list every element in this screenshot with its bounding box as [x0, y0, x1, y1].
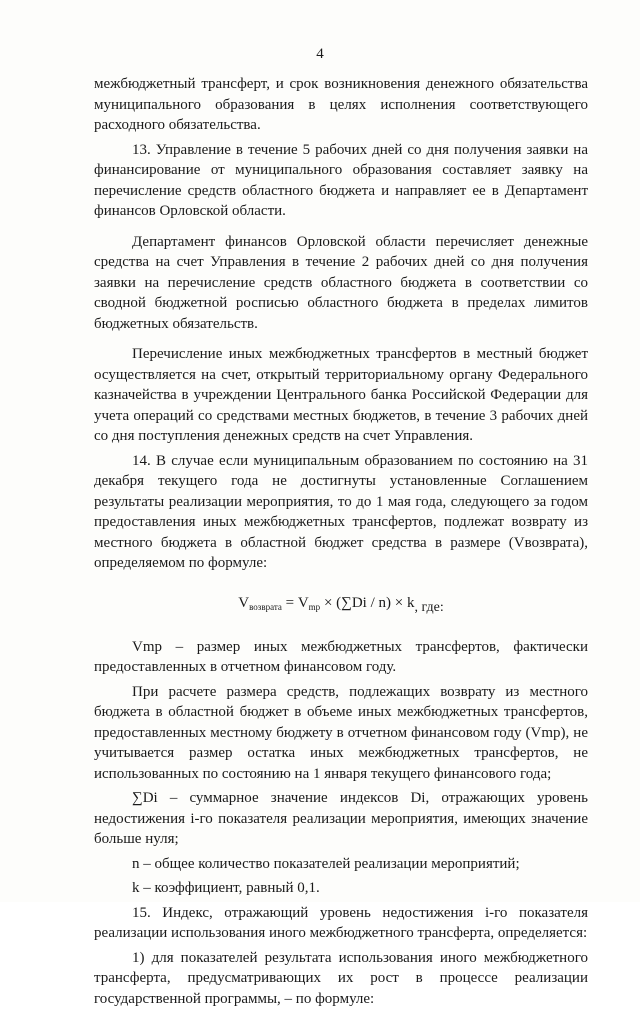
definition-n: n – общее количество показателей реализации мероприятий;: [132, 855, 520, 872]
formula-lhs: V: [238, 594, 250, 611]
definition-vmp: Vmp – размер иных межбюджетных трансфертов, фактически предоставленных в отчетном финансовом году.: [94, 638, 588, 675]
page-number: 4: [316, 46, 324, 62]
formula-body: × (∑Di / n) × k: [320, 594, 415, 611]
paragraph-transfer-department: Департамент финансов Орловской области перечисляет денежные средства на счет Управления в течение 2 рабочих дней со дня получения заявки на перечисление средств областного бюджета в соответствии со сводной бюджетной росписью областного бюджета в пределах лимитов бюджетных обязательств.: [94, 233, 588, 332]
paragraph-calculation-note: При расчете размера средств, подлежащих возврату из местного бюджета в областной бюджет в объеме иных межбюджетных трансфертов, предоставленных местному бюджету в отчетном финансовом году (Vmp), не учитывается размер остатка иных межбюджетных трансфертов, не использованных по состоянию на 1 января текущего финансового года;: [94, 683, 588, 782]
formula-tail: , где:: [414, 599, 444, 615]
definition-sum-di: ∑Di – суммарное значение индексов Di, отражающих уровень недостижения i-го показателя реализации мероприятия, имеющих значение больше нуля;: [94, 790, 588, 847]
paragraph-transfer-local-budget: Перечисление иных межбюджетных трансфертов в местный бюджет осуществляется на счет, открытый территориальному органу Федерального казначейства в учреждении Центрального банка Российской Федерации для учета операций со средствами местных бюджетов, в течение 3 рабочих дней со дня поступления денежных средств на счет Управления.: [94, 346, 588, 444]
formula-equals: = V: [281, 594, 309, 611]
paragraph-15: 15. Индекс, отражающий уровень недостижения i-го показателя реализации использования иного межбюджетного трансферта, определяется:: [94, 904, 588, 941]
return-amount-formula: [94, 592, 588, 619]
definition-k: k – коэффициент, равный 0,1.: [132, 880, 320, 896]
paragraph-15-item-1: 1) для показателей результата использования иного межбюджетного трансферта, предусматривающих их рост в процессе реализации государственной программы, – по формуле:: [94, 949, 588, 1007]
formula-rhs-subscript: mp: [308, 601, 321, 612]
document-body: [94, 74, 588, 1013]
paragraph-13: 13. Управление в течение 5 рабочих дней со дня получения заявки на финансирование от муниципального образования составляет заявку на перечисление средств областного бюджета и направляет ее в Департамент финансов Орловской области.: [94, 141, 588, 219]
paragraph-continuation: межбюджетный трансферт, и срок возникновения денежного обязательства муниципального образования в целях исполнения соответствующего расходного обязательства.: [94, 76, 588, 133]
formula-lhs-subscript: возврата: [249, 601, 282, 612]
paragraph-14: 14. В случае если муниципальным образованием по состоянию на 31 декабря текущего года не достигнуты установленные Соглашением результаты реализации мероприятия, то до 1 мая года, следующего за годом предоставления иных межбюджетных трансфертов, подлежат возврату из местного бюджета в областной бюджет средства в размере (Vвозврата), определяемом по формуле:: [94, 452, 588, 571]
